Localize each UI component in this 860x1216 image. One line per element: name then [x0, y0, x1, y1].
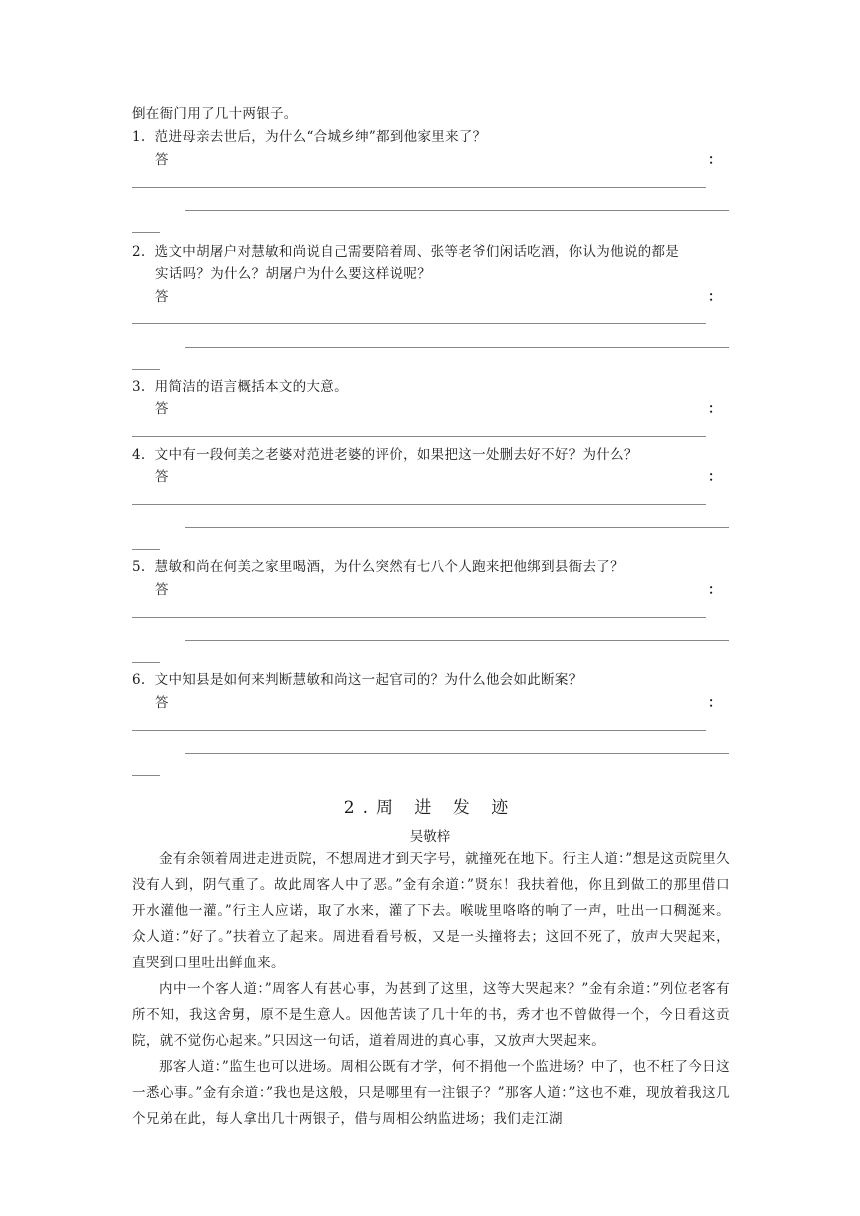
question-6 — [132, 670, 582, 690]
answer-line-end — [132, 232, 160, 233]
question-4 — [132, 445, 638, 465]
answer-line — [185, 640, 729, 641]
question-5 — [132, 557, 624, 577]
answer-line — [132, 504, 706, 505]
question-text: 用简洁的语言概括本文的大意。 — [154, 379, 348, 395]
answer-line — [132, 730, 706, 731]
answer-line-end — [132, 369, 160, 370]
answer-line-end — [132, 775, 160, 776]
answer-colon: ： — [708, 695, 722, 711]
question-text: 文中知县是如何来判断慧敏和尚这一起官司的？为什么他会如此断案？ — [154, 672, 583, 688]
article-author: 吴敬梓 — [409, 829, 451, 845]
question-text: 文中有一段何美之老婆对范进老婆的评价，如果把这一处删去好不好？为什么？ — [154, 447, 638, 463]
answer-colon: ： — [708, 152, 722, 168]
question-3 — [132, 377, 348, 397]
answer-line — [132, 187, 706, 188]
question-number: 1. — [132, 129, 146, 145]
question-1 — [132, 127, 486, 147]
answer-colon: ： — [708, 469, 722, 485]
article-paragraph: 金有余领着周进走进贡院，不想周进才到天字号，就撞死在地下。行主人道：”想是这贡院里久没有人到，阴气重了。故此周客人中了恶。”金有余道：”贤东！我扶着他，你且到做工的那里借口开水灌他一灌。”行主人应诺，取了水来，灌了下去。喉咙里咯咯的响了一声，吐出一口稠涎来。众人道：”好了。”扶着立了起来。周进看看号板，又是一头撞将去；这回不死了，放声大哭起来，直哭到口里吐出鲜血来。 — [132, 851, 730, 971]
answer-label: 答 — [155, 289, 169, 305]
question-number: 5. — [132, 559, 146, 575]
answer-line — [132, 617, 706, 618]
answer-label: 答 — [155, 152, 169, 168]
answer-line — [132, 323, 706, 324]
answer-line-end — [132, 549, 160, 550]
answer-colon: ： — [708, 582, 722, 598]
answer-line — [185, 347, 729, 348]
answer-line — [185, 527, 729, 528]
answer-line — [132, 436, 706, 437]
question-text: 范进母亲去世后，为什么“合城乡绅”都到他家里来了？ — [154, 129, 487, 145]
answer-line — [185, 210, 729, 211]
answer-label: 答 — [155, 695, 169, 711]
answer-colon: ： — [708, 401, 722, 417]
question-number: 4. — [132, 447, 146, 463]
question-number: 6. — [132, 672, 146, 688]
question-text: 选文中胡屠户对慧敏和尚说自己需要陪着周、张等老爷们闲话吃酒，你认为他说的都是 — [154, 244, 680, 260]
continued-text: 倒在衙门用了几十两银子。 — [132, 106, 298, 122]
question-number: 3. — [132, 379, 146, 395]
answer-line — [185, 753, 729, 754]
question-2-continued: 实话吗？为什么？胡屠户为什么要这样说呢？ — [155, 266, 431, 282]
question-number: 2. — [132, 244, 146, 260]
answer-line-end — [132, 662, 160, 663]
question-text: 慧敏和尚在何美之家里喝酒，为什么突然有七八个人跑来把他绑到县衙去了？ — [154, 559, 624, 575]
article-paragraph: 内中一个客人道：”周客人有甚心事，为甚到了这里，这等大哭起来？”金有余道：”列位老客有所不知，我这舍舅，原不是生意人。因他苦读了几十年的书，秀才也不曾做得一个，今日看这贡院，就不觉伤心起来。”只因这一句话，道着周进的真心事，又放声大哭起来。 — [132, 981, 730, 1049]
answer-label: 答 — [155, 401, 169, 417]
answer-label: 答 — [155, 469, 169, 485]
question-2 — [132, 242, 679, 262]
answer-colon: ： — [708, 289, 722, 305]
answer-label: 答 — [155, 582, 169, 598]
article-title: 2.周 进 发 迹 — [343, 798, 517, 818]
article-paragraph: 那客人道：”监生也可以进场。周相公既有才学，何不捐他一个监进场？中了，也不枉了今日这一悉心事。”金有余道：”我也是这般，只是哪里有一注银子？”那客人道：”这也不难，现放着我这几个兄弟在此，每人拿出几十两银子，借与周相公纳监进场；我们走江湖 — [132, 1059, 730, 1127]
